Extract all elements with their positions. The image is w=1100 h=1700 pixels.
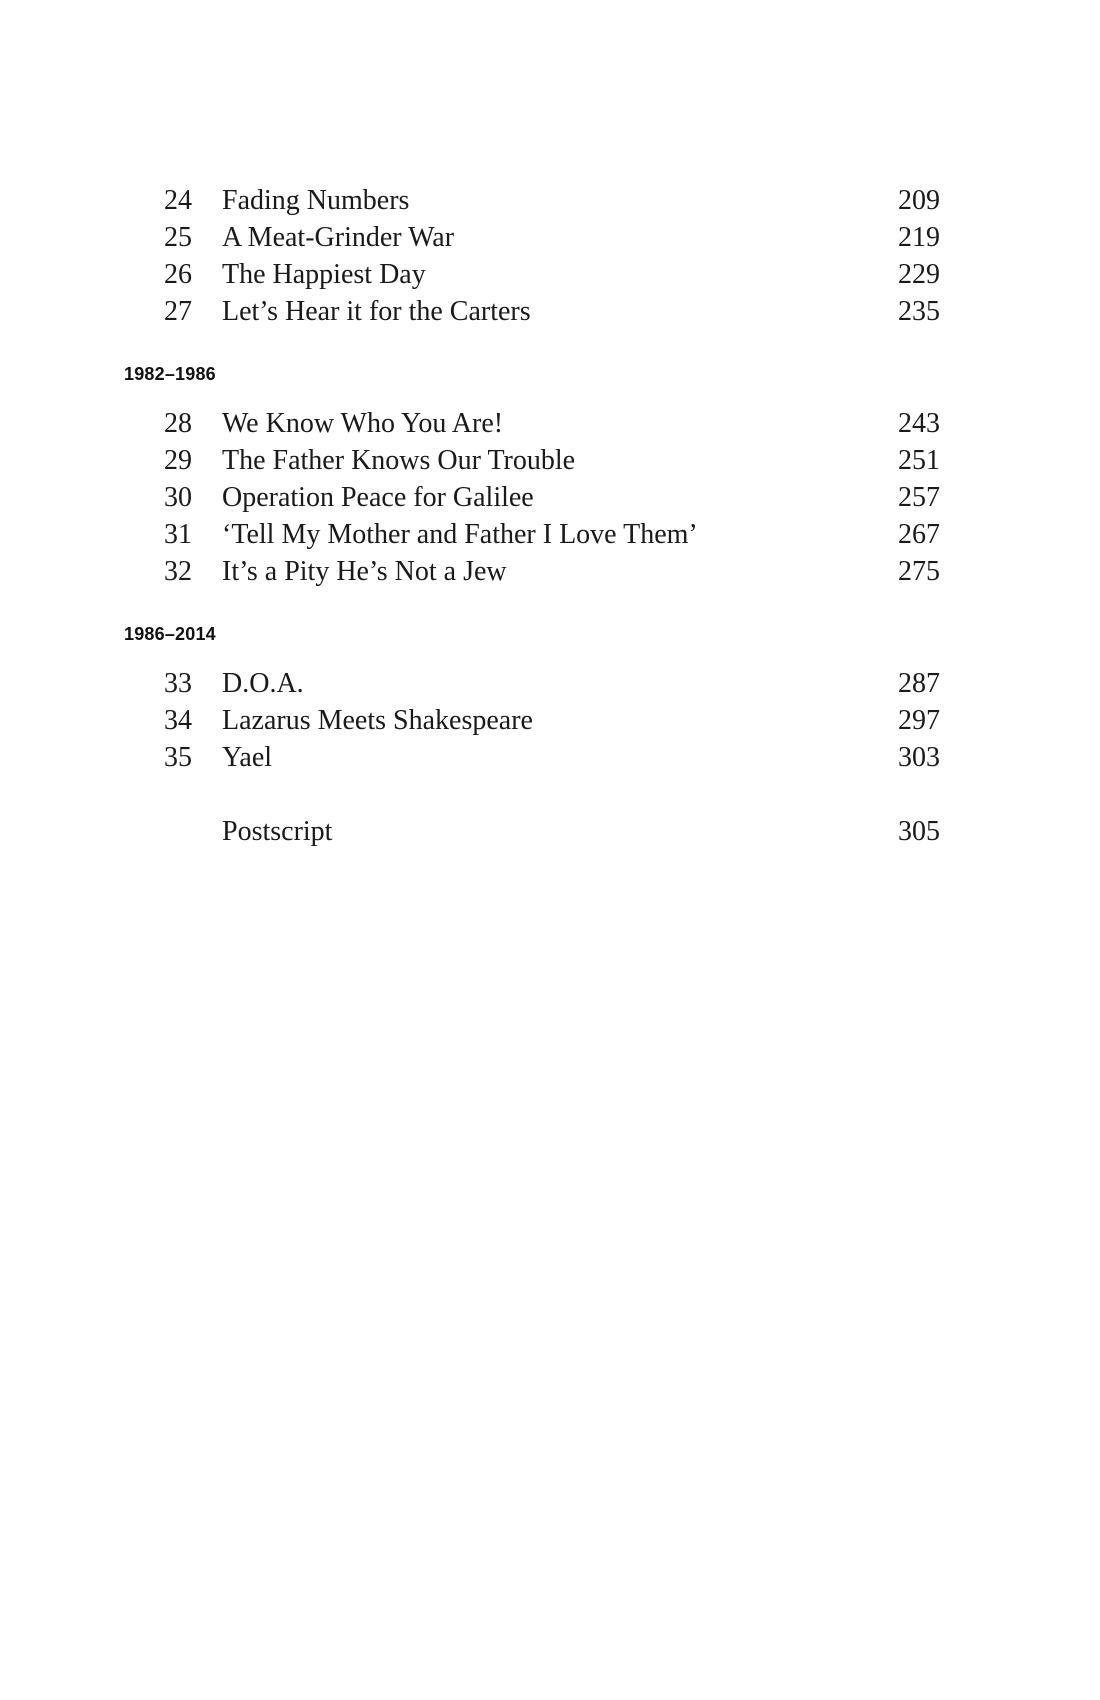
toc-entry [0,740,1100,776]
chapter-title: Fading Numbers [222,185,410,216]
page-number: 209 [898,185,940,216]
page-number: 219 [898,222,940,253]
toc-entry-postscript [0,814,1100,850]
toc-entry [0,703,1100,739]
chapter-number: 32 [164,556,192,587]
page-number: 267 [898,519,940,550]
chapter-title: D.O.A. [222,668,304,699]
chapter-title: ‘Tell My Mother and Father I Love Them’ [222,519,698,550]
chapter-number: 29 [164,445,192,476]
page-number: 303 [898,742,940,773]
chapter-number: 25 [164,222,192,253]
toc-entry [0,294,1100,330]
page-number: 275 [898,556,940,587]
section-heading: 1982–1986 [124,364,216,384]
chapter-number: 24 [164,185,192,216]
chapter-title: It’s a Pity He’s Not a Jew [222,556,507,587]
chapter-title: Let’s Hear it for the Carters [222,296,531,327]
page-number: 305 [898,816,940,847]
chapter-title: Lazarus Meets Shakespeare [222,705,533,736]
toc-entry [0,554,1100,590]
chapter-number: 27 [164,296,192,327]
page-number: 229 [898,259,940,290]
toc-entry [0,666,1100,702]
chapter-title: The Happiest Day [222,259,426,290]
page-number: 257 [898,482,940,513]
toc-entry [0,480,1100,516]
chapter-number: 34 [164,705,192,736]
chapter-title: Operation Peace for Galilee [222,482,534,513]
page-number: 287 [898,668,940,699]
chapter-number: 33 [164,668,192,699]
toc-entry [0,220,1100,256]
page-number: 235 [898,296,940,327]
toc-entry [0,443,1100,479]
toc-entry [0,257,1100,293]
chapter-number: 31 [164,519,192,550]
chapter-title: We Know Who You Are! [222,408,504,439]
chapter-title: Yael [222,742,273,773]
chapter-number: 26 [164,259,192,290]
toc-entry [0,406,1100,442]
page-number: 243 [898,408,940,439]
toc-entry [0,517,1100,553]
toc-entry [0,183,1100,219]
page-number: 251 [898,445,940,476]
chapter-title: The Father Knows Our Trouble [222,445,576,476]
page-number: 297 [898,705,940,736]
postscript-title: Postscript [222,816,333,847]
chapter-number: 35 [164,742,192,773]
chapter-title: A Meat-Grinder War [222,222,455,253]
chapter-number: 30 [164,482,192,513]
section-heading: 1986–2014 [124,624,216,644]
chapter-number: 28 [164,408,192,439]
